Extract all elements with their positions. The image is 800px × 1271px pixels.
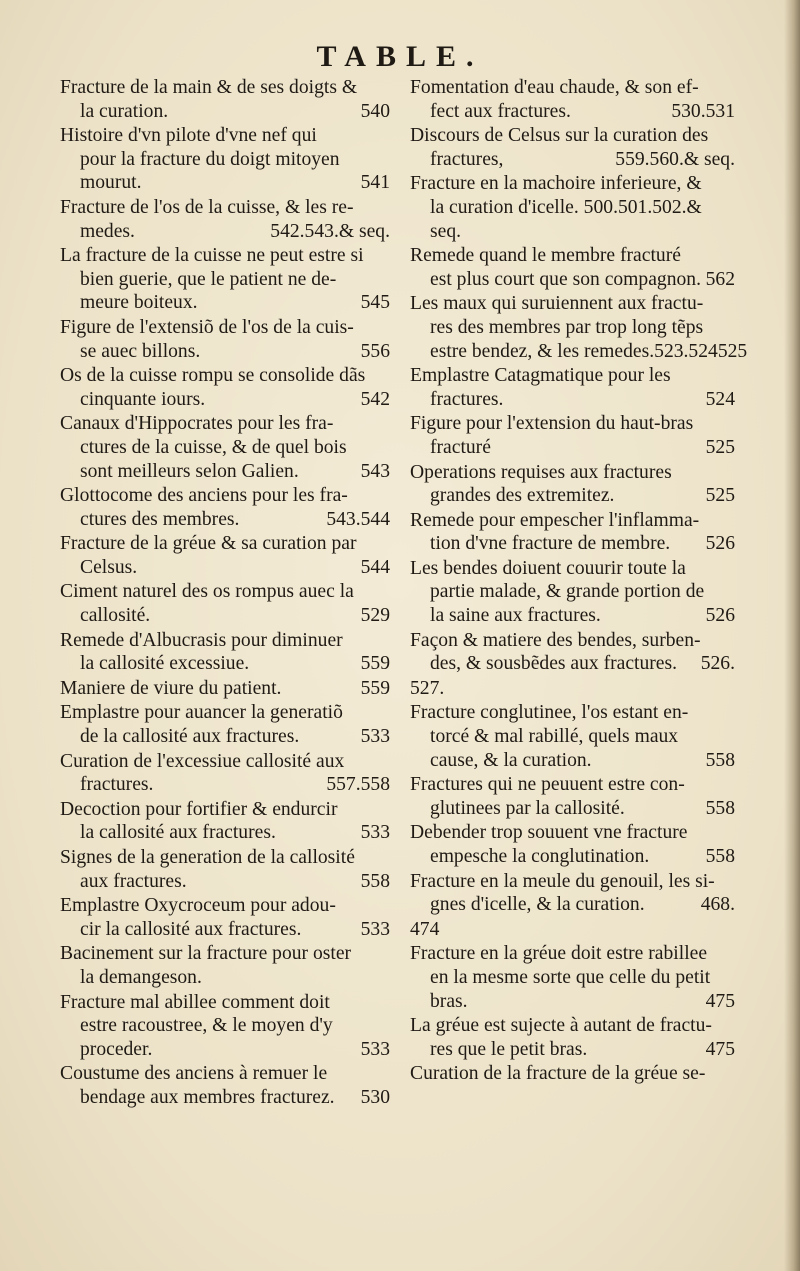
page-title: TABLE.	[316, 40, 484, 73]
entry-text-line: Decoction pour fortifier & endurcir	[60, 798, 338, 820]
entry-text-line: Figure de l'extensiõ de l'os de la cuis-	[60, 316, 354, 338]
entry-text-line: la curation d'icelle. 500.501.502.&	[430, 196, 702, 218]
entry-text-line: des, & sousbẽdes aux fractures.	[430, 653, 678, 675]
index-entry	[60, 76, 390, 123]
index-entry	[60, 124, 390, 195]
entry-text-line: meure boiteux.	[80, 292, 198, 314]
entry-text-line: grandes des extremitez.	[430, 485, 615, 507]
entry-text-line: la saine aux fractures.	[430, 605, 601, 627]
page-reference: 468.	[700, 894, 735, 916]
index-entry	[410, 1062, 735, 1086]
entry-text-line: Fracture mal abillee comment doit	[60, 991, 330, 1013]
index-entry	[410, 244, 735, 291]
entry-text-line: Fracture en la machoire inferieure, &	[410, 173, 702, 195]
entry-text-line: en la mesme sorte que celle du petit	[430, 966, 711, 988]
entry-text-line: Celsus.	[80, 556, 138, 578]
page-reference: 525	[705, 485, 735, 507]
page-reference: 557.558	[326, 774, 390, 796]
entry-text-line: Fracture de la gréue & sa curation par	[60, 533, 357, 555]
entry-text-line: la callosité excessiue.	[80, 653, 250, 675]
page-reference: 526	[705, 605, 735, 627]
entry-text-line: Emplastre Catagmatique pour les	[410, 365, 671, 387]
entry-text-line: la demangeson.	[80, 966, 202, 988]
index-entry	[410, 821, 735, 868]
page-reference: 533	[360, 726, 390, 748]
page-reference: 545	[360, 292, 390, 314]
entry-text-line: Ciment naturel des os rompus auec la	[60, 581, 354, 603]
entry-text-line: aux fractures.	[80, 870, 187, 892]
page-reference: 526	[705, 533, 735, 555]
entry-text-line: Fracture conglutinee, l'os estant en-	[410, 702, 689, 724]
index-entry	[60, 532, 390, 579]
page-reference: 533	[360, 1038, 390, 1060]
entry-text-line: cir la callosité aux fractures.	[80, 918, 302, 940]
entry-text-line: Emplastre Oxycroceum pour adou-	[60, 895, 336, 917]
index-entry	[410, 1014, 735, 1061]
entry-text-line: callosité.	[80, 605, 151, 627]
entry-text-line: empesche la conglutination.	[430, 846, 650, 867]
page-reference: 540	[360, 100, 390, 122]
entry-text-line: tion d'vne fracture de membre.	[430, 533, 671, 555]
entry-text-line: Fracture en la meule du genouil, les si-	[410, 870, 715, 892]
index-entry	[60, 364, 390, 411]
entry-text-line: ctures des membres.	[80, 508, 240, 530]
entry-text-line: La gréue est sujecte à autant de fractu-	[410, 1015, 712, 1037]
index-entry	[410, 677, 735, 701]
index-entry	[410, 364, 735, 411]
page-reference: 558	[705, 749, 735, 771]
entry-text-line: medes.	[80, 220, 135, 242]
entry-text-line: gnes d'icelle, & la curation.	[430, 894, 645, 916]
index-entry	[60, 244, 390, 315]
entry-text-line: cinquante iours.	[80, 388, 206, 410]
page-reference: 559.560.& seq.	[615, 148, 735, 170]
page-reference: 558	[705, 797, 735, 819]
entry-text-line: Signes de la generation de la callosité	[60, 847, 355, 868]
left-column	[60, 76, 390, 1111]
page-reference: 529	[360, 605, 390, 627]
page-reference: 524	[705, 388, 735, 410]
page-reference: 543	[360, 460, 390, 482]
page-reference: 475	[705, 1038, 735, 1060]
page-reference: 544	[360, 556, 390, 578]
index-entry	[60, 991, 390, 1062]
entry-text-line: Curation de la fracture de la gréue se-	[410, 1063, 706, 1085]
index-entry	[410, 773, 735, 820]
entry-text-line: ctures de la cuisse, & de quel bois	[80, 436, 347, 458]
index-entry	[410, 918, 735, 942]
page-reference: 541	[360, 172, 390, 194]
entry-text-line: de la callosité aux fractures.	[80, 726, 300, 748]
entry-text-line: Fracture en la gréue doit estre rabillee	[410, 943, 708, 965]
index-entry	[410, 557, 735, 628]
entry-text-line: la callosité aux fractures.	[80, 822, 276, 844]
page-edge-shadow	[784, 0, 800, 1271]
entry-text-line: bien guerie, que le patient ne de-	[80, 268, 337, 290]
entry-text-line: fractures.	[80, 774, 154, 796]
index-entry	[410, 870, 735, 917]
index-entry	[60, 316, 390, 363]
entry-text-line: Fracture de la main & de ses doigts &	[60, 77, 358, 98]
entry-text-line: fractures,	[430, 148, 504, 170]
page-reference: 562	[705, 268, 735, 290]
entry-text-line: glutinees par la callosité.	[430, 797, 625, 819]
index-entry	[410, 76, 735, 123]
entry-text-line: Remede d'Albucrasis pour diminuer	[60, 629, 343, 651]
index-entry	[410, 942, 735, 1013]
entry-text-line: Remede quand le membre fracturé	[410, 245, 681, 267]
page-reference: 558	[360, 870, 390, 892]
entry-text-line: se auec billons.	[80, 340, 201, 362]
entry-text-line: mourut.	[80, 172, 142, 194]
entry-text-line: 474	[410, 918, 440, 940]
right-column	[410, 76, 748, 1087]
page-reference: 542	[360, 388, 390, 410]
entry-text-line: Fomentation d'eau chaude, & son ef-	[410, 77, 699, 98]
index-entry	[60, 798, 390, 845]
index-entry	[60, 701, 390, 748]
entry-text-line: estre bendez, & les remedes.523.524	[430, 340, 718, 362]
entry-text-line: Figure pour l'extension du haut-bras	[410, 413, 694, 435]
entry-text-line: partie malade, & grande portion de	[430, 581, 705, 603]
page-reference: 543.544	[326, 508, 390, 530]
entry-text-line: Operations requises aux fractures	[410, 461, 672, 483]
page-reference: 558	[705, 846, 735, 867]
entry-text-line: res des membres par trop long tẽps	[430, 316, 704, 338]
index-entry	[410, 509, 735, 556]
page-reference: 530	[360, 1086, 390, 1108]
entry-text-line: Canaux d'Hippocrates pour les fra-	[60, 413, 334, 435]
index-entry	[60, 894, 390, 941]
index-entry	[410, 461, 735, 508]
index-entry	[410, 412, 735, 459]
entry-text-line: cause, & la curation.	[430, 749, 592, 771]
page-reference: 530.531	[671, 100, 735, 122]
entry-text-line: Debender trop souuent vne fracture	[410, 822, 688, 844]
entry-text-line: Emplastre pour auancer la generatiõ	[60, 702, 343, 724]
entry-text-line: Les bendes doiuent couurir toute la	[410, 557, 686, 579]
page-reference: 556	[360, 340, 390, 362]
entry-text-line: la curation.	[80, 100, 169, 122]
entry-text-line: seq.	[430, 220, 462, 242]
index-entry	[410, 172, 735, 243]
page-reference: 559	[360, 677, 390, 699]
entry-text-line: Curation de l'excessiue callosité aux	[60, 750, 345, 772]
entry-text-line: res que le petit bras.	[430, 1038, 588, 1060]
entry-text-line: est plus court que son compagnon.	[430, 268, 702, 290]
page-reference: 533	[360, 918, 390, 940]
index-entry	[60, 196, 390, 243]
page-reference: 525	[705, 436, 735, 458]
entry-text-line: proceder.	[80, 1038, 153, 1060]
index-entry	[410, 124, 735, 171]
page-reference: 526.	[700, 653, 735, 675]
index-entry	[410, 701, 735, 772]
index-entry	[60, 412, 390, 483]
entry-text-line: Remede pour empescher l'inflamma-	[410, 509, 700, 531]
entry-text-line: Maniere de viure du patient.	[60, 677, 282, 699]
entry-text-line: La fracture de la cuisse ne peut estre si	[60, 245, 364, 267]
page-reference: 525	[717, 340, 748, 362]
entry-text-line: Façon & matiere des bendes, surben-	[410, 629, 701, 651]
page-reference: 542.543.& seq.	[270, 220, 390, 242]
entry-text-line: Fractures qui ne peuuent estre con-	[410, 774, 685, 796]
index-entry	[60, 484, 390, 531]
entry-text-line: Fracture de l'os de la cuisse, & les re-	[60, 196, 354, 218]
entry-text-line: Os de la cuisse rompu se consolide dãs	[60, 365, 366, 387]
index-entry	[60, 846, 390, 893]
entry-text-line: Discours de Celsus sur la curation des	[410, 125, 709, 147]
entry-text-line: fect aux fractures.	[430, 100, 571, 122]
entry-text-line: Les maux qui suruiennent aux fractu-	[410, 293, 704, 315]
entry-text-line: 527.	[410, 677, 445, 699]
entry-text-line: Bacinement sur la fracture pour oster	[60, 943, 352, 965]
index-entry	[60, 1062, 390, 1109]
entry-text-line: Coustume des anciens à remuer le	[60, 1063, 328, 1085]
index-entry	[60, 580, 390, 627]
page-reference: 559	[360, 653, 390, 675]
entry-text-line: torcé & mal rabillé, quels maux	[430, 726, 679, 748]
entry-text-line: bendage aux membres fracturez.	[80, 1086, 335, 1108]
entry-text-line: estre racoustree, & le moyen d'y	[80, 1015, 333, 1037]
entry-text-line: sont meilleurs selon Galien.	[80, 460, 299, 482]
index-entry	[410, 629, 735, 676]
page-reference: 475	[705, 990, 735, 1012]
index-entry	[410, 292, 748, 363]
index-entry	[60, 629, 390, 676]
page-reference: 533	[360, 822, 390, 844]
entry-text-line: bras.	[430, 990, 468, 1012]
index-entry	[60, 942, 390, 989]
entry-text-line: Histoire d'vn pilote d'vne nef qui	[60, 125, 317, 147]
entry-text-line: pour la fracture du doigt mitoyen	[80, 148, 340, 170]
entry-text-line: Glottocome des anciens pour les fra-	[60, 485, 348, 507]
index-entry	[60, 677, 390, 701]
index-entry	[60, 750, 390, 797]
entry-text-line: fracturé	[430, 436, 491, 458]
entry-text-line: fractures.	[430, 388, 504, 410]
